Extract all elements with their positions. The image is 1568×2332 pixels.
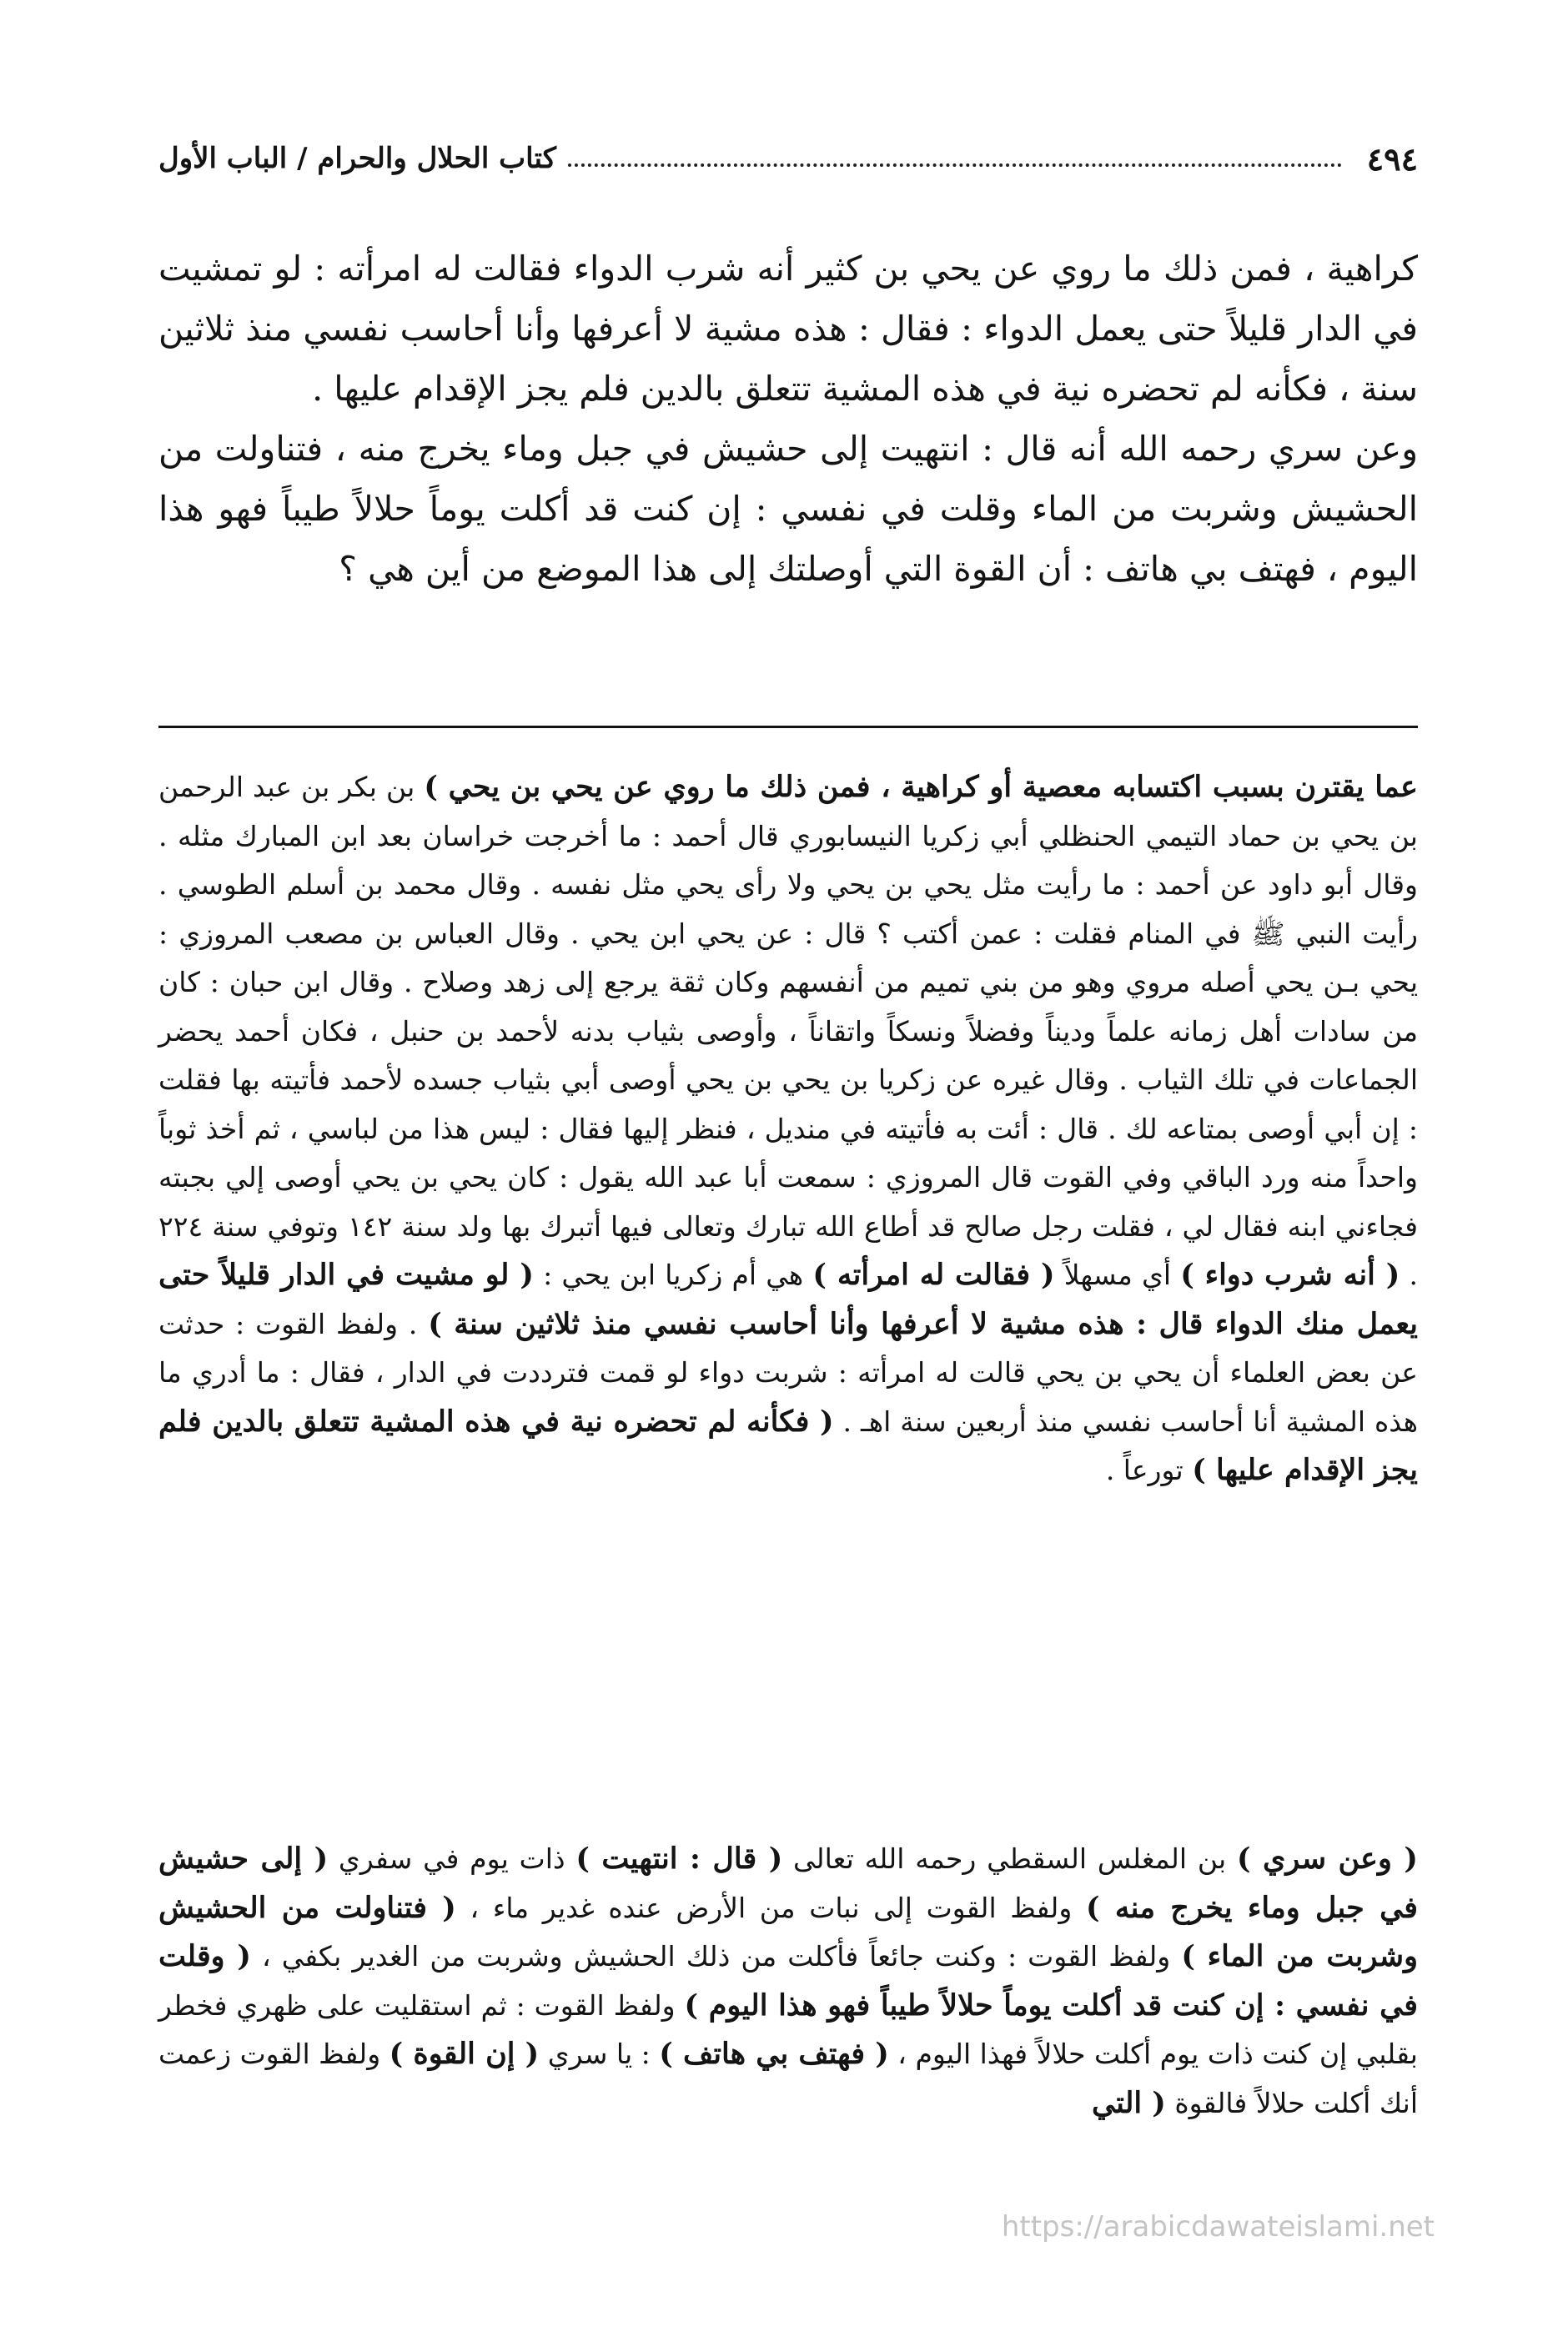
quoted-matn-text: ( وقلت في نفسي : إن كنت قد أكلت يوماً حلالاً طيباً فهو هذا اليوم ) (158, 1939, 1419, 2023)
main-paragraph: وعن سري رحمه الله أنه قال : انتهيت إلى حشيش في جبل وماء يخرج منه ، فتناولت من الحشيش وشربت من الماء وقلت في نفسي : إن كنت قد أكلت يوماً حلالاً طيباً فهو هذا اليوم ، فهتف بي هاتف : أن القوة التي أوصلتك إلى هذا الموضع من أين هي ؟ (158, 429, 1418, 589)
quoted-matn-text: ( التي (1091, 2085, 1166, 2120)
quoted-matn-text: ( لو مشيت في الدار قليلاً حتى يعمل منك الدواء قال : هذه مشية لا أعرفها وأنا أحاسب نفسي منذ ثلاثين سنة ) (158, 1258, 1418, 1341)
quoted-matn-text: ( فكأنه لم تحضره نية في هذه المشية تتعلق بالدين فلم يجز الإقدام عليها ) (158, 1404, 1418, 1487)
quoted-matn-text: ( فهتف بي هاتف ) (659, 2037, 889, 2071)
chapter-title: كتاب الحلال والحرام / الباب الأول (158, 142, 556, 175)
commentary-block-1 (158, 763, 1418, 1495)
commentary-text: ولفظ القوت زعمت أنك أكلت حلالاً فالقوة (158, 2038, 1418, 2119)
watermark-url: https://arabicdawateislami.net (1001, 2210, 1435, 2244)
commentary-text: بن المغلس السقطي رحمه الله تعالى (782, 1842, 1237, 1875)
commentary-text: . ولفظ القوت : حدثت عن بعض العلماء أن يحي بن يحي قالت له امرأته : شربت دواء لو قمت فترددت في الدار ، فقال : ما أدري ما هذه المشية أنا أحاسب نفسي منذ أربعين سنة اهـ . (158, 1307, 1418, 1438)
commentary-text: أي مسهلاً (1054, 1259, 1181, 1291)
quoted-matn-text: ( إن القوة ) (389, 2037, 540, 2071)
commentary-block-2 (158, 1835, 1418, 2128)
running-header (158, 133, 1418, 183)
commentary-text: : يا سري (539, 2038, 660, 2070)
quoted-matn-text: ( أنه شرب دواء ) (1180, 1258, 1400, 1292)
main-paragraph: كراهية ، فمن ذلك ما روي عن يحي بن كثير أنه شرب الدواء فقالت له امرأته : لو تمشيت في الدار قليلاً حتى يعمل الدواء : فقال : هذه مشية لا أعرفها وأنا أحاسب نفسي منذ ثلاثين سنة ، فكأنه لم تحضره نية في هذه المشية تتعلق بالدين فلم يجز الإقدام عليها . (158, 249, 1418, 409)
quoted-matn-text: ( إلى حشيش في جبل وماء يخرج منه ) (158, 1842, 1418, 1925)
commentary-text: هي أم زكريا ابن يحي : (533, 1259, 813, 1291)
commentary-text: بن بكر بن عبد الرحمن بن يحي بن حماد التيمي الحنظلي أبي زكريا النيسابوري قال أحمد : ما أخرجت خراسان بعد ابن المبارك مثله . وقال أبو داود عن أحمد : ما رأيت مثل يحي بن يحي ولا رأى يحي مثل نفسه . وقال محمد بن أسلم الطوسي . رأيت النبي ﷺ في المنام فقلت : عمن أكتب ؟ قال : عن يحي ابن يحي . وقال العباس بن مصعب المروزي : يحي بـن يحي أصله مروي وهو من بني تميم من أنفسهم وكان ثقة يرجع إلى زهد وصلاح . وقال ابن حبان : كان من سادات أهل زمانه علماً وديناً وفضلاً ونسكاً واتقاناً ، وأوصى بثياب بدنه لأحمد بن حنبل ، فكان أحمد يحضر الجماعات في تلك الثياب . وقال غيره عن زكريا بن يحي بن يحي أوصى أبي بثياب جسده لأحمد فأتيته بها فقلت : إن أبي أوصى بمتاعه لك . قال : أئت به فأتيته في منديل ، فنظر إليها فقال : ليس هذا من لباسي ، ثم أخذ ثوباً واحداً منه ورد الباقي وفي القوت قال المروزي : سمعت أبا عبد الله يقول : كان يحي بن يحي أوصى إلي بجبته فجاءني ابنه فقال لي ، فقلت رجل صالح قد أطاع الله تبارك وتعالى فيها أتبرك بها ولد سنة ١٤٢ وتوفي سنة ٢٢٤ . (158, 771, 1419, 1291)
page-number: ٤٩٤ (1366, 139, 1418, 178)
commentary-text: ولفظ القوت : وكنت جائعاً فأكلت من ذلك الحشيش وشربت من الغدير بكفي ، (250, 1940, 1182, 1973)
quoted-matn-text: ( قال : انتهيت ) (575, 1842, 783, 1876)
quoted-matn-text: عما يقترن بسبب اكتسابه معصية أو كراهية ، فمن ذلك ما روي عن يحي بن يحي ) (424, 770, 1418, 804)
quoted-matn-text: ( فتناولت من الحشيش وشربت من الماء ) (158, 1890, 1418, 1973)
quoted-matn-text: ( فقالت له امرأته ) (812, 1258, 1055, 1292)
commentary-text: ولفظ القوت إلى نبات من الأرض عنده غدير ماء ، (455, 1891, 1086, 1924)
commentary-paragraph (158, 763, 1418, 1495)
commentary-text: ولفظ القوت : ثم استقليت على ظهري فخطر بقلبي إن كنت ذات يوم أكلت حلالاً فهذا اليوم ، (158, 1988, 1418, 2070)
commentary-text: ذات يوم في سفري (328, 1842, 576, 1875)
header-dot-leader (568, 163, 1342, 167)
footnote-divider (158, 726, 1418, 728)
commentary-text: تورعاً . (1105, 1454, 1193, 1486)
quoted-matn-text: ( وعن سري ) (1236, 1842, 1418, 1876)
commentary-paragraph (158, 1835, 1418, 2128)
main-text (158, 239, 1418, 599)
